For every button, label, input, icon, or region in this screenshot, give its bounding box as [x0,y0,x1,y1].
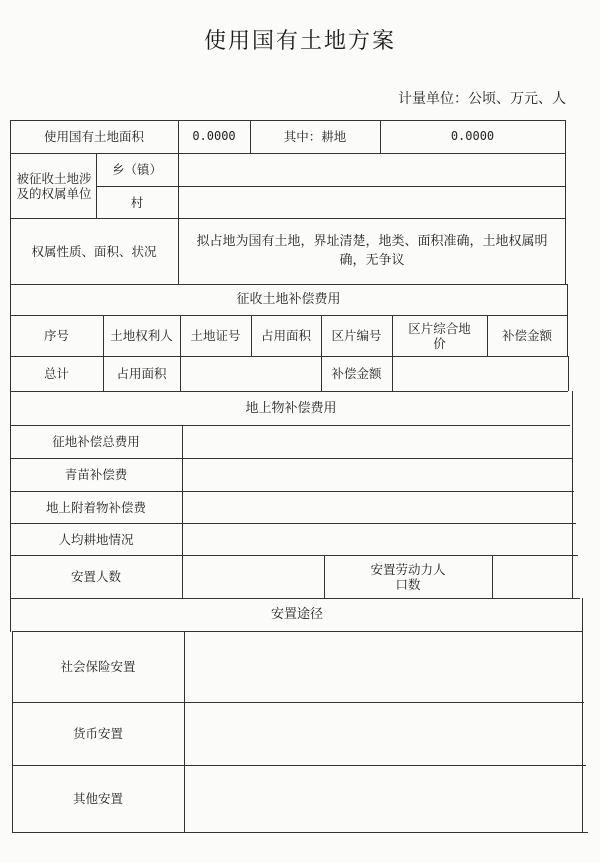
nature-value: 拟占地为国有土地，界址清楚，地类、面积准确，土地权属明确，无争议 [196,234,548,268]
header-zone-number: 区片编号 [331,328,382,343]
attachments-compensation-label: 地上附着物补偿费 [45,499,146,515]
resettlement-section-title: 安置途径 [270,607,323,622]
header-rights-holder: 土地权利人 [110,328,173,343]
rule [568,356,569,391]
total-compensation-label: 征地补偿总费用 [52,434,140,449]
area-label: 使用国有土地面积 [43,129,144,144]
per-capita-arable-label: 人均耕地情况 [58,531,134,547]
other-resettlement-label: 其他安置 [72,791,123,806]
aboveground-section-title: 地上物补偿费用 [245,400,337,416]
township-label: 乡（镇） [111,162,162,177]
monetary-label: 货币安置 [72,726,123,741]
header-zone-price: 区片综合地价 [408,320,471,351]
total-label: 总计 [43,366,69,381]
rule [324,555,325,598]
rule [12,832,588,833]
header-compensation-amount: 补偿金额 [501,328,552,343]
rule [565,120,566,285]
total-occupied-label: 占用面积 [116,366,167,381]
village-label: 村 [130,194,144,210]
rule [178,153,179,218]
rule [582,598,583,832]
page-title: 使用国有土地方案 [203,29,396,54]
arable-label: 其中：耕地 [283,129,347,144]
rule [182,425,183,598]
resettle-count-label: 安置人数 [70,569,121,584]
ownership-label: 被征收土地涉及的权属单位 [16,170,92,201]
rule [492,555,493,598]
header-serial: 序号 [43,328,69,343]
social-insurance-label: 社会保险安置 [60,659,136,674]
nature-label: 权属性质、面积、状况 [31,243,157,259]
header-land-cert: 土地证号 [190,328,241,343]
compensation-section-title: 征收土地补偿费用 [236,292,341,307]
labor-count-label: 安置劳动力人口数 [370,561,446,592]
arable-value: 0.0000 [450,129,495,143]
header-occupied-area: 占用面积 [260,328,311,343]
total-amount-label: 补偿金额 [331,366,382,381]
area-value: 0.0000 [192,129,236,143]
measurement-unit: 计量单位：公顷、万元、人 [398,91,566,107]
rule [567,284,568,356]
rule [572,391,573,598]
rule [178,218,179,284]
rule [184,631,185,832]
crops-compensation-label: 青苗补偿费 [64,467,128,482]
